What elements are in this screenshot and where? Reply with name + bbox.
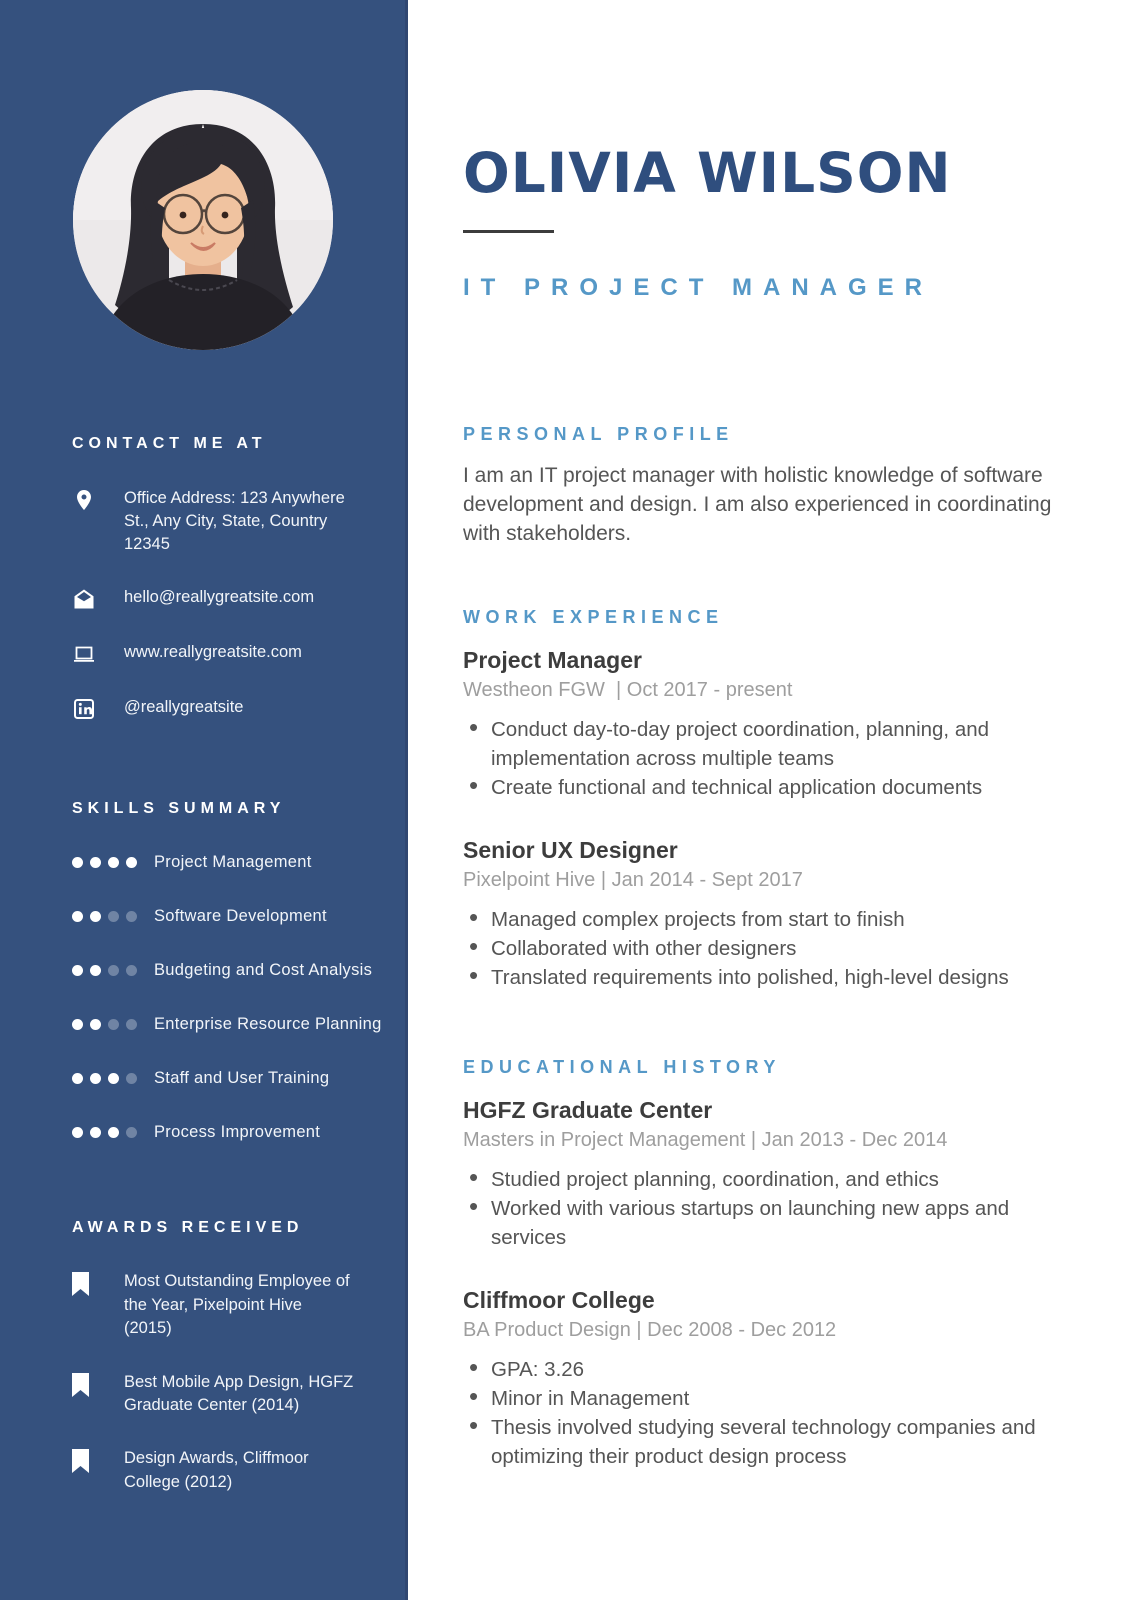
- page-title: OLIVIA WILSON: [463, 141, 952, 205]
- personal-profile-text: I am an IT project manager with holistic knowledge of software development and design. I am also experienced in coordinating with stakeholders.: [463, 464, 1052, 546]
- job-title: Senior UX Designer: [463, 837, 678, 864]
- skill-dot-empty: [126, 1019, 137, 1030]
- job-bullet-list: [463, 905, 1083, 992]
- awards-section: [0, 1218, 408, 1494]
- job-entry: [463, 646, 1083, 802]
- skill-row: [72, 961, 373, 980]
- contact-item-linkedin: [72, 696, 354, 721]
- sidebar: [0, 0, 408, 1600]
- skill-label: Enterprise Resource Planning: [154, 1015, 382, 1034]
- job-bullet: • Translated requirements into polished, high-level designs: [463, 963, 1083, 992]
- work-experience-heading: WORK EXPERIENCE: [463, 607, 724, 628]
- school-bullet-list: [463, 1355, 1083, 1471]
- skill-dot-filled: [108, 1073, 119, 1084]
- school-name: Cliffmoor College: [463, 1286, 655, 1313]
- contact-address-text: Office Address: 123 Anywhere St., Any City, State, Country 12345: [124, 489, 345, 554]
- award-row: [72, 1447, 354, 1494]
- location-pin-icon: [72, 488, 98, 512]
- email-icon: [72, 587, 98, 611]
- skill-rating-dots: [72, 965, 137, 976]
- personal-profile-section: [463, 423, 1083, 548]
- skill-label: Software Development: [154, 907, 327, 926]
- skill-dot-filled: [72, 857, 83, 868]
- skill-dot-filled: [72, 1073, 83, 1084]
- job-meta: Pixelpoint Hive | Jan 2014 - Sept 2017: [463, 869, 803, 892]
- contact-item-website: [72, 641, 354, 666]
- school-meta: BA Product Design | Dec 2008 - Dec 2012: [463, 1318, 837, 1341]
- skill-dot-filled: [90, 1073, 101, 1084]
- role-title: IT PROJECT MANAGER: [463, 274, 934, 302]
- bookmark-icon: [72, 1373, 98, 1397]
- linkedin-icon: [72, 697, 98, 721]
- education-section: [463, 1056, 1083, 1471]
- school-bullet: • Minor in Management: [463, 1384, 1083, 1413]
- job-bullet-list: [463, 715, 1083, 802]
- skill-dot-empty: [108, 911, 119, 922]
- skill-dot-empty: [108, 965, 119, 976]
- personal-profile-heading: PERSONAL PROFILE: [463, 424, 734, 445]
- skills-section: [0, 799, 408, 1142]
- skill-dot-filled: [72, 1127, 83, 1138]
- award-row: [72, 1270, 354, 1340]
- job-bullet: • Collaborated with other designers: [463, 934, 1083, 963]
- skill-row: [72, 853, 354, 872]
- school-bullet-list: [463, 1165, 1083, 1252]
- website-icon: [72, 642, 98, 666]
- skill-row: [72, 907, 354, 926]
- school-entry: [463, 1096, 1083, 1252]
- school-bullet: • Studied project planning, coordination, and ethics: [463, 1165, 1083, 1194]
- skill-dot-filled: [90, 857, 101, 868]
- skill-dot-filled: [72, 1019, 83, 1030]
- school-bullet: • GPA: 3.26: [463, 1355, 1083, 1384]
- skill-dot-empty: [126, 1127, 137, 1138]
- skill-dot-filled: [90, 965, 101, 976]
- job-bullet: • Conduct day-to-day project coordination, planning, and implementation across multiple teams: [463, 715, 1083, 773]
- main-content: [408, 0, 1131, 1600]
- award-text: Best Mobile App Design, HGFZ Graduate Center (2014): [124, 1372, 354, 1414]
- contact-heading: CONTACT ME AT: [72, 435, 267, 452]
- bookmark-icon: [72, 1272, 98, 1296]
- skill-label: Process Improvement: [154, 1123, 321, 1142]
- skill-dot-filled: [72, 911, 83, 922]
- contact-website-text: www.reallygreatsite.com: [124, 643, 302, 662]
- skill-row: [72, 1123, 354, 1142]
- skill-rating-dots: [72, 1019, 137, 1030]
- skill-dot-filled: [108, 857, 119, 868]
- skill-label: Budgeting and Cost Analysis: [154, 961, 373, 980]
- skill-dot-empty: [126, 965, 137, 976]
- award-row: [72, 1371, 354, 1418]
- skill-row: [72, 1069, 354, 1088]
- contact-item-address: [72, 487, 354, 556]
- portrait-illustration: [73, 90, 333, 350]
- skill-dot-filled: [126, 857, 137, 868]
- skill-dot-empty: [126, 1073, 137, 1084]
- job-bullet: • Create functional and technical application documents: [463, 773, 1083, 802]
- skill-label: Staff and User Training: [154, 1069, 330, 1088]
- skills-heading: SKILLS SUMMARY: [72, 800, 286, 818]
- skill-dot-filled: [90, 1127, 101, 1138]
- skill-rating-dots: [72, 911, 137, 922]
- skill-dot-filled: [90, 1019, 101, 1030]
- skill-dot-empty: [108, 1019, 119, 1030]
- school-entry: [463, 1286, 1083, 1471]
- school-name: HGFZ Graduate Center: [463, 1097, 713, 1124]
- skill-dot-filled: [108, 1127, 119, 1138]
- skill-dot-filled: [72, 965, 83, 976]
- school-meta: Masters in Project Management | Jan 2013 - Dec 2014: [463, 1128, 948, 1151]
- work-experience-section: [463, 606, 1083, 992]
- skill-dot-filled: [90, 911, 101, 922]
- contact-linkedin-text: @reallygreatsite: [124, 698, 244, 717]
- awards-heading: AWARDS RECEIVED: [72, 1219, 304, 1237]
- job-meta: Westheon FGW | Oct 2017 - present: [463, 679, 793, 702]
- school-bullet: • Worked with various startups on launching new apps and services: [463, 1194, 1083, 1252]
- skill-rating-dots: [72, 857, 137, 868]
- skill-dot-empty: [126, 911, 137, 922]
- skill-row: [72, 1015, 382, 1034]
- profile-photo: [73, 90, 333, 350]
- education-heading: EDUCATIONAL HISTORY: [463, 1057, 781, 1078]
- job-entry: [463, 836, 1083, 992]
- contact-section: [0, 434, 408, 721]
- award-text: Most Outstanding Employee of the Year, Pixelpoint Hive (2015): [124, 1272, 350, 1338]
- skill-label: Project Management: [154, 853, 312, 872]
- school-bullet: • Thesis involved studying several technology companies and optimizing their product design process: [463, 1413, 1083, 1471]
- contact-email-text: hello@reallygreatsite.com: [124, 588, 315, 607]
- contact-item-email: [72, 586, 354, 611]
- skill-rating-dots: [72, 1073, 137, 1084]
- divider: [463, 230, 554, 233]
- job-bullet: • Managed complex projects from start to finish: [463, 905, 1083, 934]
- job-title: Project Manager: [463, 647, 642, 674]
- award-text: Design Awards, Cliffmoor College (2012): [124, 1449, 309, 1491]
- bookmark-icon: [72, 1449, 98, 1473]
- skill-rating-dots: [72, 1127, 137, 1138]
